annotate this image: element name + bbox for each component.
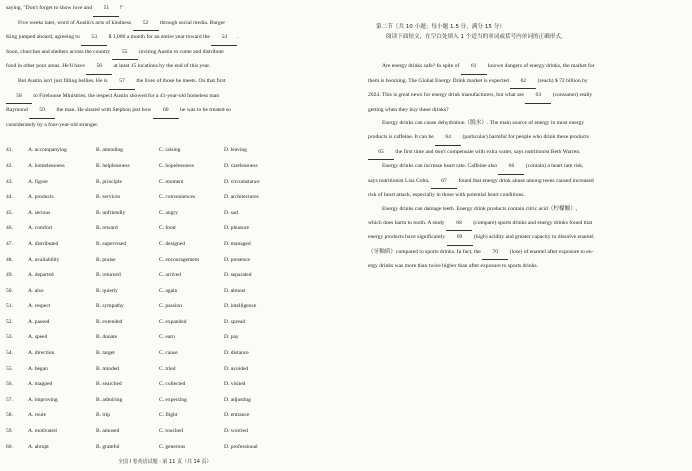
passage-text: . (237, 34, 239, 41)
option-c: C. again (159, 287, 178, 294)
option-d: D. managed (224, 240, 251, 247)
answer-blank: 64 (435, 131, 461, 146)
option-c: C. moment (159, 178, 184, 185)
answer-blank: 70 (482, 246, 508, 261)
option-a: A. abrupt (28, 443, 49, 450)
passage-text: the lives of those he meets. On that first (134, 77, 226, 84)
question-number: 45. (6, 209, 13, 216)
passage-text: food in other poor areas. He'll have (6, 63, 87, 70)
passage-line (368, 117, 674, 131)
option-row (6, 350, 322, 366)
question-number: 42. (6, 162, 13, 169)
option-a: A. speed (28, 334, 48, 341)
question-number: 55. (6, 365, 13, 372)
passage-line (368, 189, 674, 203)
answer-blank: 54 (211, 31, 237, 46)
passage-line (6, 2, 322, 17)
option-row (6, 163, 322, 179)
question-number: 57. (6, 396, 13, 403)
option-a: A. distributed (28, 240, 59, 247)
passage-text: (lose) of enamel after exposure to en- (508, 248, 594, 255)
passage-line (368, 175, 674, 190)
passage-line (6, 31, 322, 46)
question-number: 59. (6, 428, 13, 435)
passage-text: (consumer) really (551, 92, 593, 99)
option-d: D. presence (224, 256, 250, 263)
passage-text: (reach) $ 72 billion by (536, 77, 588, 84)
option-a: A. homelessness (28, 162, 65, 169)
option-row (6, 225, 322, 241)
answer-blank: 58 (6, 90, 32, 105)
left-passage (6, 2, 322, 132)
option-d: D. sad (224, 209, 239, 216)
passage-line (368, 246, 674, 261)
passage-line (6, 60, 322, 75)
passage-text: found that energy drink abuse among teens caused increased (456, 177, 594, 184)
question-number: 52. (6, 318, 13, 325)
option-row (6, 241, 322, 257)
answer-blank: 61 (461, 60, 487, 75)
option-d: D. circumstance (224, 178, 260, 185)
passage-text: risk of heart attack, especially in those with potential heart conditions. (368, 192, 525, 199)
passage-text: getting when they buy these drinks? (368, 106, 449, 113)
question-number: 44. (6, 194, 13, 201)
option-b: B. attending (96, 147, 123, 154)
option-b: B. supervised (96, 240, 126, 247)
option-d: D. intelligence (224, 303, 257, 310)
answer-blank: 53 (81, 31, 107, 46)
option-row (6, 366, 322, 382)
answer-blank: 67 (431, 175, 457, 190)
passage-text: Energy drinks can cause dehydration（脱水）. The main source of energy in most energy (382, 120, 585, 127)
answer-blank: 68 (446, 217, 472, 232)
answer-blank: 52 (133, 17, 159, 32)
option-b: B. searched (96, 381, 122, 388)
option-row (6, 257, 322, 273)
option-a: A. figure (28, 178, 48, 185)
question-number: 50. (6, 287, 13, 294)
passage-line (368, 146, 674, 161)
answer-blank: 56 (86, 60, 112, 75)
option-d: D. pleasure (224, 225, 250, 232)
option-b: B. grateful (96, 443, 120, 450)
passage-text: saying, "Don't forget to show love and (6, 5, 94, 11)
option-c: C. angry (159, 209, 178, 216)
option-d: D. separated (224, 272, 252, 279)
option-d: D. pay (224, 334, 239, 341)
passage-text: says nutritionist Lisa Cohn, (368, 177, 431, 184)
option-d: D. worried (224, 428, 248, 435)
passage-text: known dangers of energy drinks, the market for (486, 63, 595, 69)
option-row (6, 194, 322, 210)
passage-line (368, 89, 674, 104)
option-b: B. praise (96, 256, 116, 263)
passage-text: Energy drinks can increase heart rate. Caffeine also (382, 163, 499, 170)
option-c: C. cause (159, 350, 178, 357)
paragraph (368, 117, 674, 160)
option-c: C. passion (159, 303, 182, 310)
right-passage (368, 60, 674, 274)
passage-line (6, 119, 322, 133)
option-c: C. generous (159, 443, 186, 450)
question-number: 43. (6, 178, 13, 185)
option-b: B. extended (96, 318, 123, 325)
question-number: 46. (6, 225, 13, 232)
option-b: B. reward (96, 225, 118, 232)
option-row (6, 334, 322, 350)
passage-text: through social media. Burger (158, 19, 226, 26)
answer-blank: 51 (93, 2, 119, 17)
option-a: A. passed (28, 318, 50, 325)
option-d: D. professional (224, 443, 258, 450)
option-a: A. mapped (28, 381, 53, 388)
option-c: C. expanded (159, 318, 187, 325)
option-c: C. conveniences (159, 194, 196, 201)
paragraph (368, 60, 674, 117)
section-title: 第二节（共 10 小题；每小题 1.5 分，满分 15 分） (376, 24, 505, 30)
answer-blank: 57 (109, 75, 135, 90)
left-page (0, 0, 330, 471)
passage-text: he was to be treated so (178, 107, 231, 114)
passage-text: Soon, churches and shelters across the country (6, 48, 112, 55)
passage-text: (contain) a heart rate risk, (524, 163, 584, 170)
question-number: 53. (6, 334, 13, 341)
question-number: 60. (6, 443, 13, 450)
option-d: D. spread (224, 318, 246, 325)
passage-text: at least 15 locations by the end of this year. (112, 63, 211, 70)
option-c: C. raising (159, 147, 181, 154)
option-c: C. designed (159, 240, 185, 247)
option-c: C. expecting (159, 396, 187, 403)
passage-text: 2024. This is great news for energy drink manufacturers, but what are (368, 92, 526, 99)
option-c: C. food (159, 225, 176, 232)
option-d: D. almost (224, 287, 246, 294)
option-d: D. leaving (224, 147, 247, 154)
option-b: B. amused (96, 428, 120, 435)
answer-blank: 69 (447, 231, 473, 246)
passage-text: Five weeks later, word of Austin's acts of kindness (18, 19, 133, 26)
answer-blank: 63 (525, 89, 551, 104)
option-row (6, 210, 322, 226)
option-b: B. services (96, 194, 121, 201)
option-c: C. touched (159, 428, 183, 435)
option-a: A. also (28, 287, 44, 294)
answer-blank: 55 (112, 46, 138, 61)
passage-text: inviting Austin to come and distribute (137, 48, 224, 55)
option-b: B. trip (96, 412, 111, 419)
option-b: B. target (96, 350, 115, 357)
passage-line (368, 104, 674, 118)
passage-line (6, 46, 322, 61)
passage-text: the first time and don't compensate with extra water, says nutritionist Beth Warren. (394, 148, 581, 155)
answer-blank: 65 (368, 146, 394, 161)
option-b: B. returned (96, 272, 121, 279)
passage-text: !" (119, 5, 124, 11)
passage-text: But Austin isn't just filling bellies. He is (18, 77, 109, 84)
option-row (6, 444, 322, 460)
option-a: A. availability (28, 256, 60, 263)
question-number: 58. (6, 412, 13, 419)
passage-line (368, 231, 674, 246)
passage-text: considerately by a four-year-old stranger. (6, 121, 99, 128)
page-footer: 全国 I 卷英语试题 · 第 11 页（共 14 页） (118, 459, 212, 465)
passage-text: the man. He shared with Stephon just how (55, 107, 153, 114)
passage-text: ergy drinks was more than twice higher than after exposure to sports drinks. (368, 263, 538, 270)
option-d: D. distance (224, 350, 249, 357)
option-b: B. sympathy (96, 303, 124, 310)
question-number: 56. (6, 381, 13, 388)
options-table (6, 147, 322, 459)
option-d: D. carelessness (224, 162, 258, 169)
passage-line (368, 131, 674, 146)
passage-text: Raymond (6, 107, 30, 114)
answer-blank: 62 (510, 75, 536, 90)
answer-blank: 66 (498, 160, 524, 175)
question-number: 49. (6, 272, 13, 279)
passage-text: Energy drinks can damage teeth. Energy drink products contain citric acid（柠檬酸）, (382, 205, 578, 212)
option-row (6, 303, 322, 319)
passage-line (6, 17, 322, 32)
paragraph (368, 203, 674, 274)
option-a: A. direction (28, 350, 55, 357)
option-a: A. serious (28, 209, 51, 216)
option-row (6, 381, 322, 397)
passage-text: (compare) sports drinks and energy drinks found that (472, 219, 593, 226)
option-b: B. donate (96, 334, 118, 341)
question-number: 51. (6, 303, 13, 310)
passage-text: energy products have significantly (368, 234, 447, 241)
option-b: B. minded (96, 365, 119, 372)
option-row (6, 272, 322, 288)
option-d: D. visited (224, 381, 246, 388)
option-a: A. comfort (28, 225, 53, 232)
passage-text: them is booming. The Global Energy Drink market is expected (368, 77, 511, 84)
option-c: C. earn (159, 334, 175, 341)
passage-text: to Firehouse Ministries, the respect Austin showed for a 41-year-old homeless man (32, 92, 220, 99)
question-number: 48. (6, 256, 13, 263)
option-row (6, 319, 322, 335)
option-b: B. helplessness (96, 162, 130, 169)
option-row (6, 288, 322, 304)
option-b: B. admiring (96, 396, 123, 403)
option-b: B. principle (96, 178, 122, 185)
right-page (368, 0, 680, 471)
option-row (6, 412, 322, 428)
option-a: A. accompanying (28, 147, 67, 154)
option-a: A. began (28, 365, 48, 372)
option-row (6, 397, 322, 413)
option-d: D. avoided (224, 365, 249, 372)
passage-line (6, 90, 322, 105)
option-a: A. motivated (28, 428, 57, 435)
passage-line (368, 60, 674, 75)
option-row (6, 179, 322, 195)
option-a: A. products (28, 194, 54, 201)
question-number: 41. (6, 147, 13, 154)
option-row (6, 428, 322, 444)
option-c: C. tried (159, 365, 176, 372)
option-a: A. departed (28, 272, 54, 279)
option-d: D. adjusting (224, 396, 251, 403)
option-a: A. route (28, 412, 47, 419)
passage-line (6, 75, 322, 90)
option-c: C. arrived (159, 272, 181, 279)
passage-text: Are energy drinks safe? In spite of (382, 63, 461, 69)
option-a: A. improving (28, 396, 58, 403)
option-a: A. respect (28, 303, 51, 310)
option-c: C. encouragement (159, 256, 200, 263)
option-row (6, 147, 322, 163)
question-number: 47. (6, 240, 13, 247)
option-d: D. architectures (224, 194, 259, 201)
passage-text: King jumped aboard, agreeing to (6, 34, 82, 41)
passage-text: (high) acidity and greater capacity to dissolve enamel (472, 234, 594, 241)
passage-text: which does harm to tooth. A study (368, 219, 446, 226)
passage-line (368, 75, 674, 90)
passage-line (368, 217, 674, 232)
passage-line (6, 104, 322, 119)
passage-text: (particular) harmful for people who drink these products (461, 133, 589, 140)
section-instruction: 阅读下面短文，在空白处填入 1 个适当的单词或括号内单词的正确形式。 (386, 34, 567, 40)
passage-line (368, 160, 674, 175)
passage-text: $ 1,000 a month for an entire year toward the (107, 34, 212, 41)
passage-line (368, 260, 674, 274)
option-b: B. quietly (96, 287, 118, 294)
option-c: C. hopelessness (159, 162, 194, 169)
answer-blank: 60 (153, 104, 179, 119)
passage-line (368, 203, 674, 217)
option-b: B. unfriendly (96, 209, 126, 216)
passage-text: products is caffeine. It can be (368, 133, 436, 140)
option-c: C. flight (159, 412, 178, 419)
option-c: C. collected (159, 381, 186, 388)
question-number: 54. (6, 350, 13, 357)
option-d: D. entrance (224, 412, 250, 419)
paragraph (368, 160, 674, 203)
answer-blank: 59 (29, 104, 55, 119)
passage-text: （牙釉质）compared to sports drinks. In fact, the (368, 248, 483, 255)
